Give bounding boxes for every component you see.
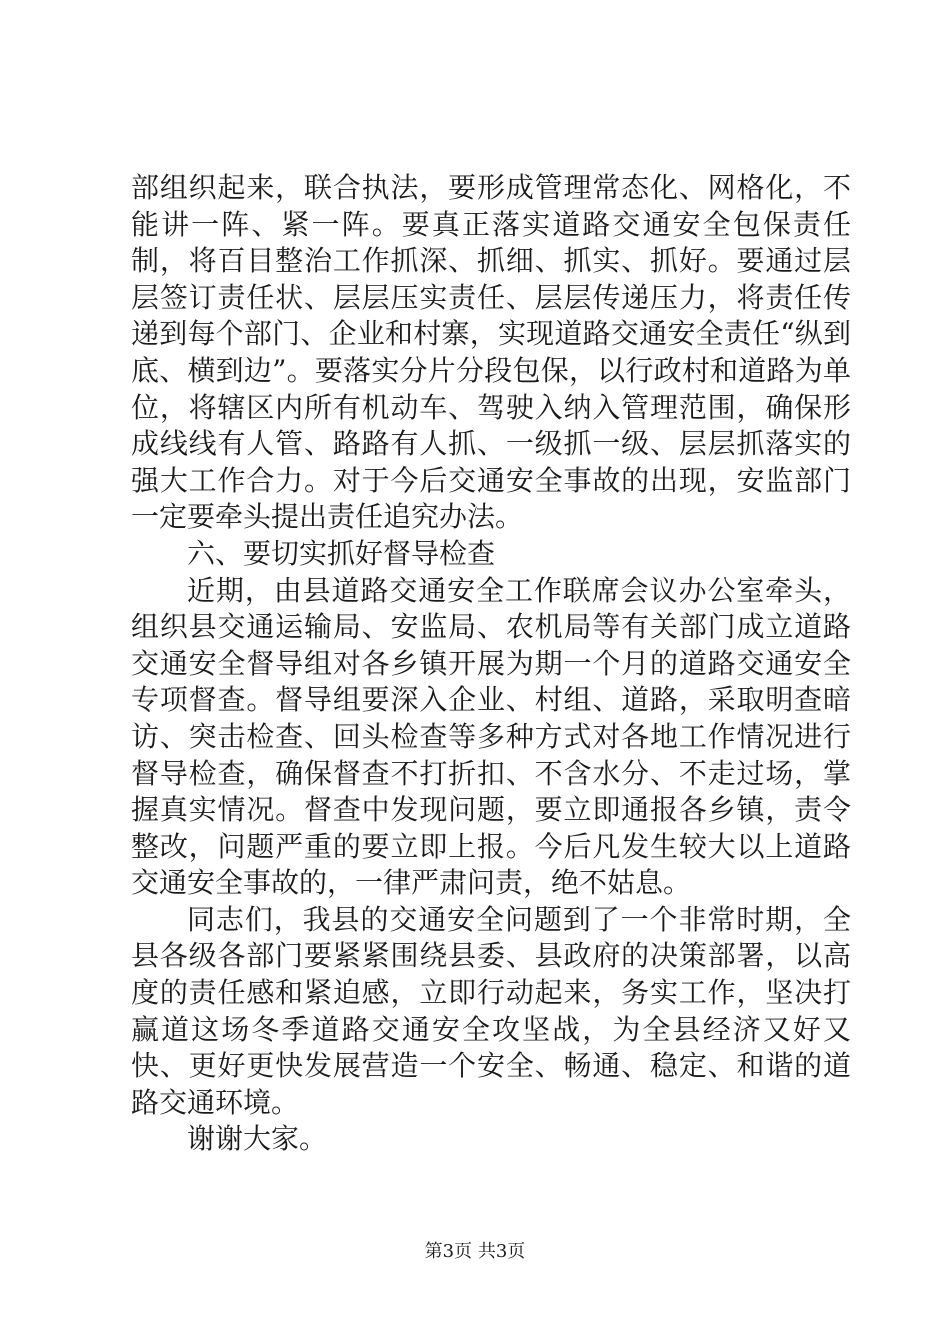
thanks-line: 谢谢大家。	[187, 1122, 328, 1156]
section-heading: 六、要切实抓好督导检查	[187, 536, 496, 570]
document-body	[131, 170, 851, 1158]
body-paragraph-supervision: 近期，由县道路交通安全工作联席会议办公室牵头，组织县交通运输局、安监局、农机局等有关部门成立道路交通安全督导组对各乡镇开展为期一个月的道路交通安全专项督查。督导组要深入企业、村组、道路，采取明查暗访、突击检查、回头检查等多种方式对各地工作情况进行督导检查，确保督查不打折扣、不含水分、不走过场，掌握真实情况。督查中发现问题，要立即通报各乡镇，责令整改，问题严重的要立即上报。今后凡发生较大以上道路交通安全事故的，一律严肃问责，绝不姑息。	[131, 573, 851, 900]
body-paragraph-continued: 部组织起来，联合执法，要形成管理常态化、网格化，不能讲一阵、紧一阵。要真正落实道路交通安全包保责任制，将百目整治工作抓深、抓细、抓实、抓好。要通过层层签订责任状、层层压实责任、层层传递压力，将责任传递到每个部门、企业和村寨，实现道路交通安全责任“纵到底、横到边”。要落实分片分段包保，以行政村和道路为单位，将辖区内所有机动车、驾驶入纳入管理范围，确保形成线线有人管、路路有人抓、一级抓一级、层层抓落实的强大工作合力。对于今后交通安全事故的出现，安监部门一定要牵头提出责任追究办法。	[131, 171, 851, 534]
page-number-footer: 第3页 共3页	[424, 1241, 526, 1262]
body-paragraph-closing: 同志们，我县的交通安全问题到了一个非常时期，全县各级各部门要紧紧围绕县委、县政府的决策部署，以高度的责任感和紧迫感，立即行动起来，务实工作，坚决打赢道这场冬季道路交通安全攻坚战，为全县经济又好又快、更好更快发展营造一个安全、畅通、稳定、和谐的道路交通环境。	[131, 902, 851, 1119]
